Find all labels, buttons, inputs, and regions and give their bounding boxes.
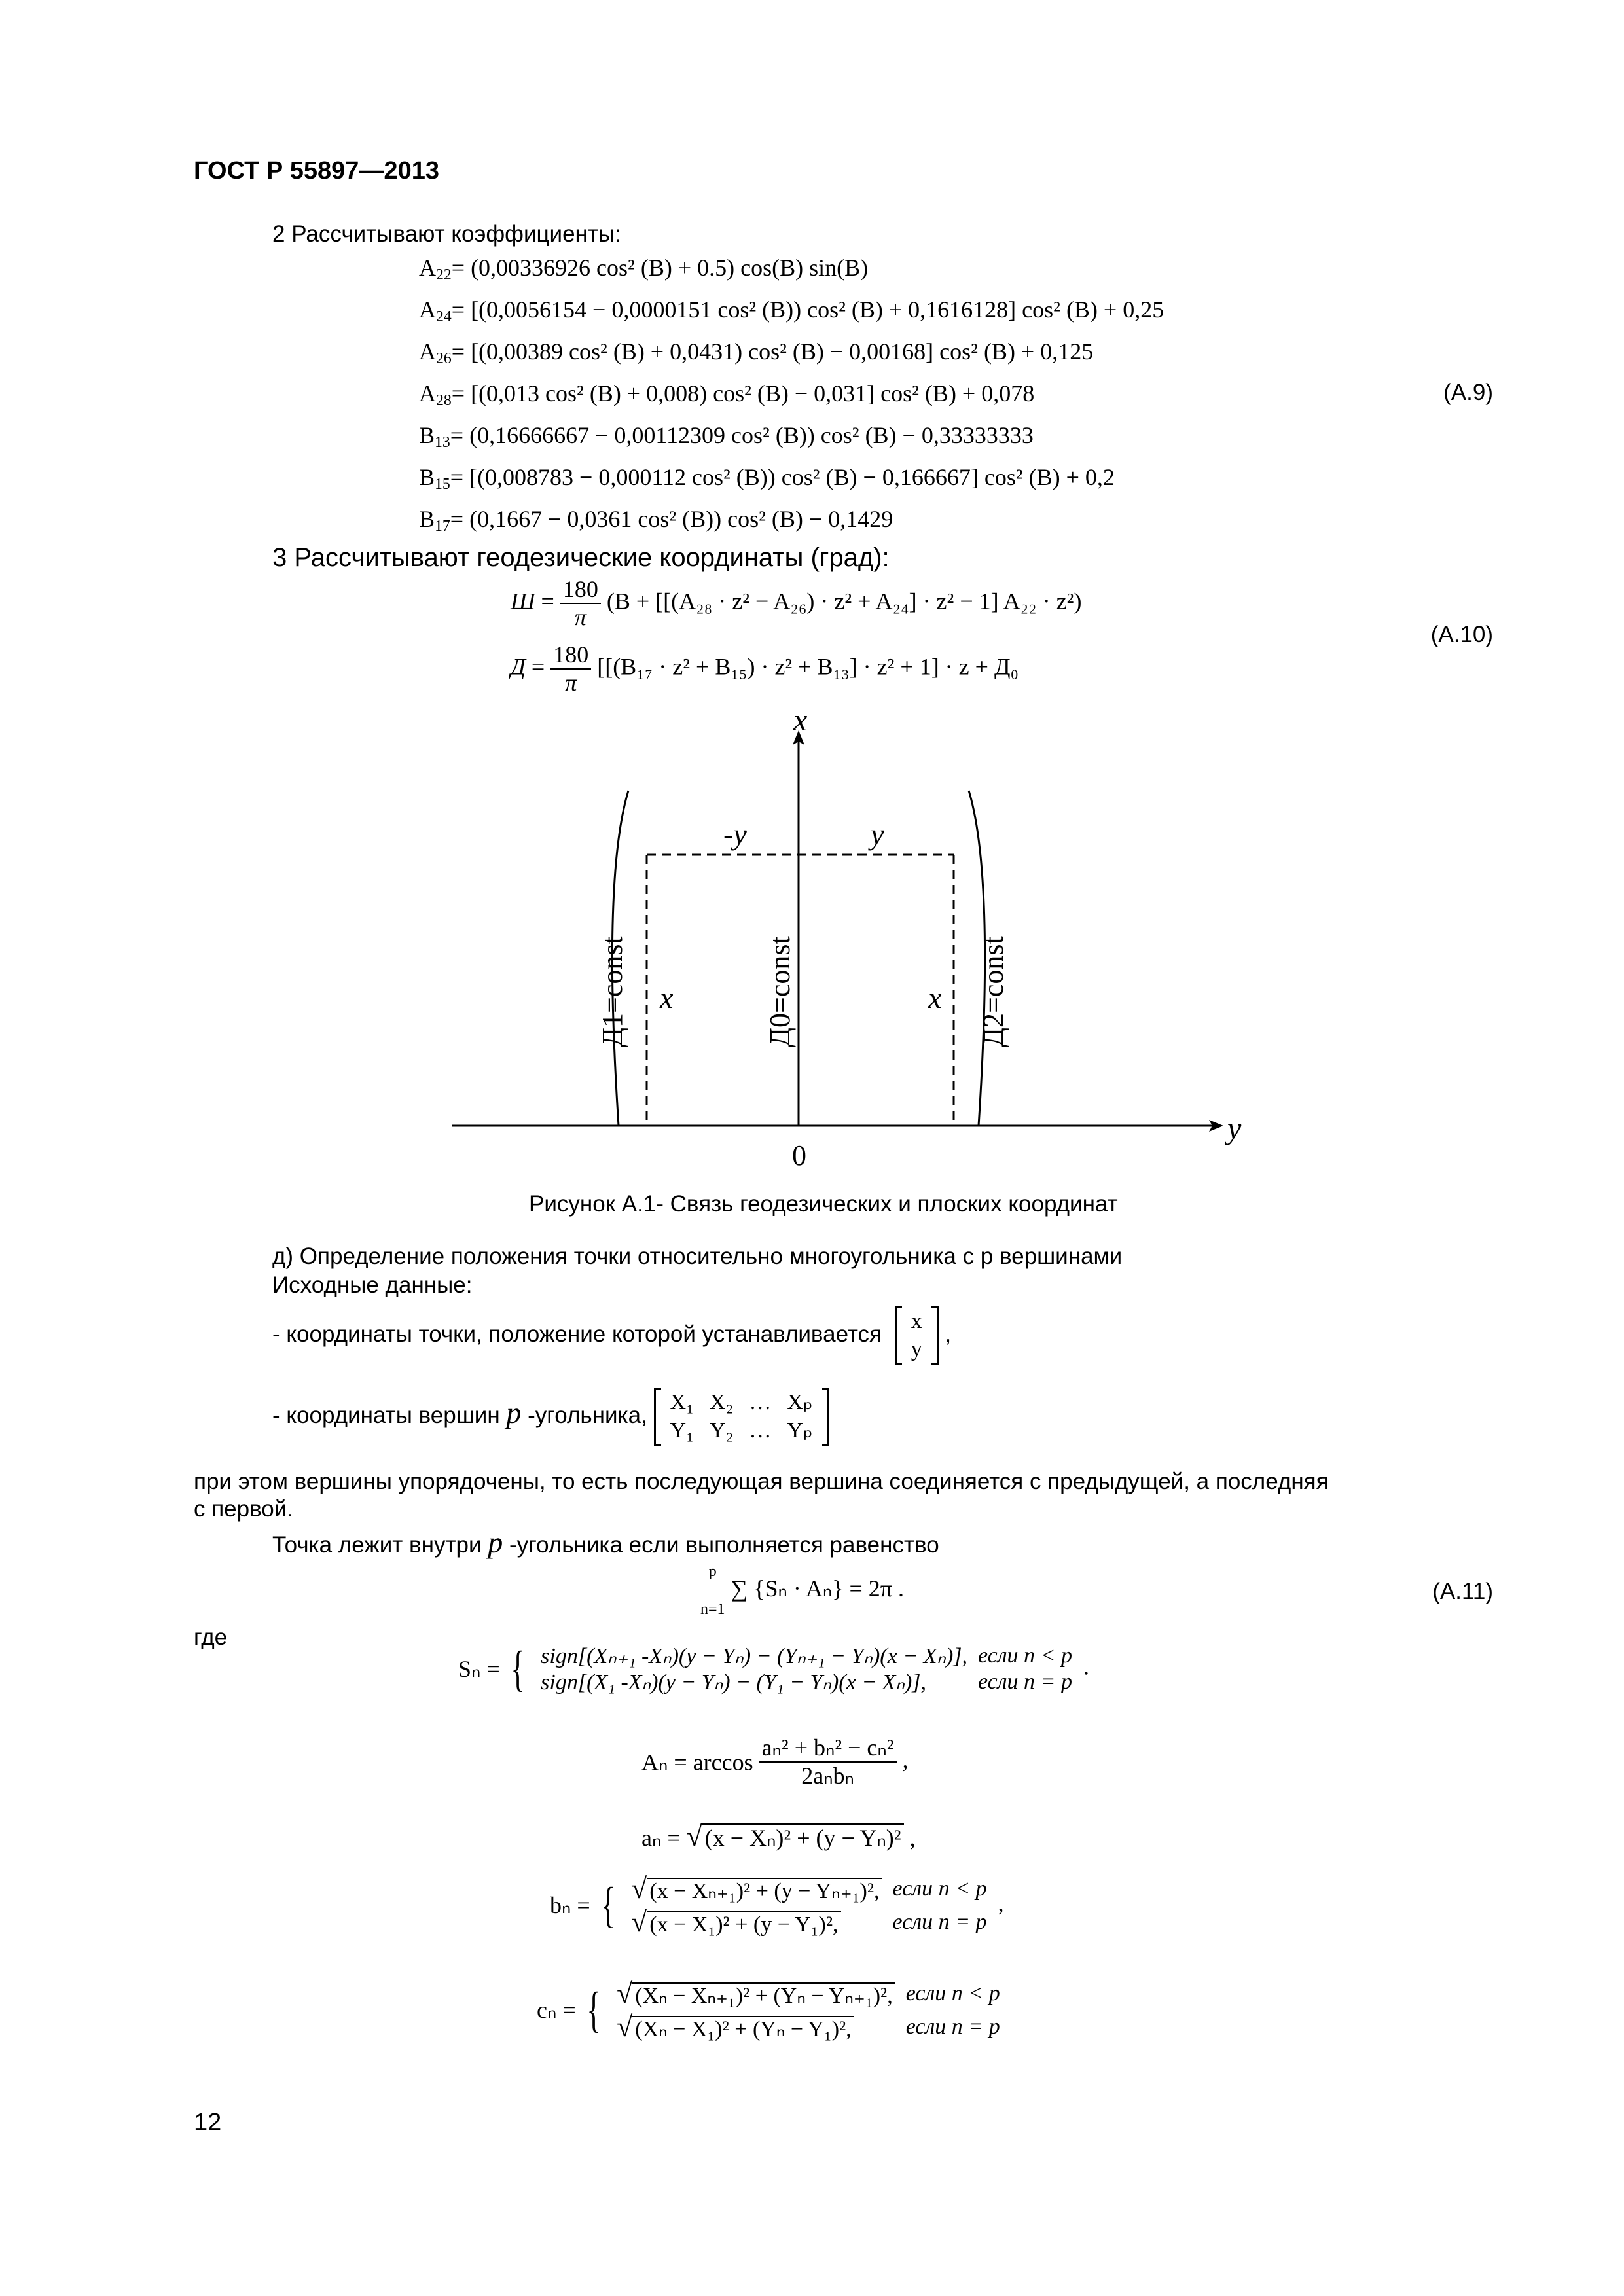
- point-coordinates-line: - координаты точки, положение которой устанавливается x y ,: [272, 1306, 951, 1365]
- equation-b17-body: (0,1667 − 0,0361 cos² (B)) cos² (B) − 0,1429: [469, 506, 893, 532]
- bn-brace: {: [600, 1878, 615, 1933]
- equation-number-a9: (A.9): [1443, 380, 1493, 405]
- axis-y-label: y: [1227, 1111, 1242, 1146]
- order-text-line2: с первой.: [194, 1496, 294, 1522]
- matrix-cell: X₂: [709, 1390, 734, 1414]
- section-d-line2: Исходные данные:: [272, 1272, 473, 1298]
- sn-brace: {: [510, 1641, 525, 1696]
- sh-label: Ш: [511, 588, 535, 615]
- an-angle-den: 2aₙbₙ: [801, 1763, 854, 1789]
- vertex-p-symbol: p: [506, 1395, 522, 1429]
- sqrt-icon: √: [631, 1906, 647, 1938]
- document-header: ГОСТ Р 55897—2013: [194, 157, 439, 185]
- neg-y-label: -y: [723, 817, 747, 851]
- c-n-label: cₙ =: [537, 1997, 576, 2023]
- sum-body: ∑ {Sₙ · Aₙ} = 2π .: [731, 1575, 904, 1602]
- sn-case2-cond: если n = p: [978, 1670, 1073, 1694]
- sh-frac-num: 180: [560, 576, 601, 604]
- equation-a22: $A_{22}= (0,00336926$ cos² (B) + 0.5) cos(B) sin(B): [419, 255, 869, 283]
- x-left-label: x: [660, 981, 674, 1014]
- equation-b13-body: (0,16666667 − 0,00112309 cos² (B)) cos² (B) − 0,33333333: [469, 422, 1034, 448]
- equation-a-n: aₙ = √ (x − Xₙ)² + (y − Yₙ)² ,: [641, 1820, 916, 1852]
- equation-a26-body: [(0,00389 cos² (B) + 0,0431) cos² (B) − 0,00168] cos² (B) + 0,125: [471, 338, 1094, 365]
- equation-b-n: bₙ = { √ (x − Xₙ₊₁)² + (y − Yₙ₊₁)², если n < p √ (x − X₁)² + (y − Y₁)², если n = p ,: [550, 1873, 1004, 1938]
- cn-case2-cond: если n = p: [905, 2014, 1000, 2039]
- matrix-cell: …: [749, 1390, 772, 1414]
- bn-case2: (x − X₁)² + (y − Y₁)²,: [647, 1911, 840, 1937]
- equation-b15: $B_{15}= [(0,008783 - 0,000112$ cos² (B)) cos² (B) − 0,166667] cos² (B) + 0,2: [419, 464, 1115, 493]
- equation-a28: $A_{28}= [(0,013$ cos² (B) + 0,008) cos² (B) − 0,031] cos² (B) + 0,078: [419, 380, 1035, 409]
- d-frac-num: 180: [550, 641, 591, 670]
- point-vector: [895, 1306, 939, 1365]
- bn-case2-cond: если n = p: [892, 1909, 987, 1934]
- d-frac-den: π: [565, 670, 577, 696]
- point-vector-y: y: [911, 1336, 922, 1361]
- point-vector-x: x: [911, 1309, 922, 1333]
- figure-geodetic-plane-coordinates: [445, 707, 1257, 1178]
- sn-case1-cond: если n < p: [978, 1643, 1073, 1668]
- sqrt-icon: √: [631, 1873, 647, 1905]
- an-angle-fraction: [759, 1734, 897, 1790]
- inside-text-b: -угольника если выполняется равенство: [509, 1532, 939, 1558]
- where-label: где: [194, 1624, 228, 1650]
- vertex-matrix: [654, 1388, 829, 1446]
- matrix-cell: Xₚ: [787, 1390, 813, 1414]
- origin-label: 0: [792, 1139, 806, 1172]
- equation-a24-body: [(0,0056154 − 0,0000151 cos² (B)) cos² (B) + 0,1616128] cos² (B) + 0,25: [471, 296, 1164, 323]
- sh-body: (B + [[(A₂₈ · z² − A₂₆) · z² + A₂₄] · z² − 1] A₂₂ · z²): [606, 588, 1082, 615]
- vertex-coordinates-text-b: -угольника,: [528, 1402, 647, 1428]
- equation-d: Д = $\frac{180}{\pi}$ [[(B₁₇ · z² + B₁₅) · z² + B₁₃] · z² + 1] · z + Д₀: [511, 641, 1019, 696]
- cn-case1-cond: если n < p: [905, 1981, 1000, 2005]
- matrix-cell: Y₂: [709, 1418, 734, 1443]
- vertex-coordinates-text-a: - координаты вершин: [272, 1402, 500, 1428]
- equation-an-angle: Aₙ = arccos $\frac{\text{aₙ² + bₙ² − cₙ²}}{\text{2aₙbₙ}}$ ,: [641, 1734, 909, 1789]
- order-text-line1: при этом вершины упорядочены, то есть последующая вершина соединяется с предыдущей, а последняя: [194, 1469, 1329, 1494]
- pos-y-label: y: [871, 817, 884, 851]
- sqrt-icon: √: [617, 1977, 633, 2009]
- d1-const-label: Д1=const: [596, 936, 628, 1047]
- sum-equation: [700, 1563, 904, 1619]
- cn-brace: {: [586, 1982, 601, 2037]
- matrix-cell: Y₁: [670, 1418, 694, 1443]
- equation-a22-body: (0,00336926 cos² (B) + 0.5) cos(B) sin(B): [471, 255, 869, 281]
- a-n-body: (x − Xₙ)² + (y − Yₙ)²: [702, 1823, 904, 1851]
- a-n-label: aₙ =: [641, 1825, 681, 1851]
- sum-limits: [700, 1563, 725, 1619]
- sn-case1: sign[(Xₙ₊₁ -Xₙ)(y − Yₙ) − (Yₙ₊₁ − Yₙ)(x − Xₙ)],: [541, 1644, 967, 1668]
- section-d-line1: д) Определение положения точки относительно многоугольника с p вершинами: [272, 1244, 1123, 1269]
- d-fraction: [550, 641, 591, 697]
- sn-label: Sₙ =: [458, 1656, 500, 1682]
- page-number: 12: [194, 2109, 222, 2136]
- sum-top-limit: p: [708, 1563, 717, 1580]
- point-coordinates-text: - координаты точки, положение которой устанавливается: [272, 1321, 882, 1347]
- sum-bottom-limit: n=1: [700, 1600, 725, 1618]
- d0-const-label: Д0=const: [764, 936, 796, 1047]
- section3-heading: 3 Рассчитывают геодезические координаты (град):: [272, 543, 890, 572]
- inside-text-a: Точка лежит внутри: [272, 1532, 482, 1558]
- section2-heading: 2 Рассчитывают коэффициенты:: [272, 221, 621, 247]
- equation-b17: $B_{17}= (0,1667 - 0,0361$ cos² (B)) cos² (B) − 0,1429: [419, 506, 893, 535]
- inside-p-symbol: p: [488, 1526, 503, 1559]
- bn-case1: (x − Xₙ₊₁)² + (y − Yₙ₊₁)²,: [647, 1878, 882, 1903]
- sh-frac-den: π: [574, 604, 586, 631]
- cn-case2: (Xₙ − X₁)² + (Yₙ − Y₁)²,: [632, 2016, 854, 2041]
- figure-caption: Рисунок А.1- Связь геодезических и плоских координат: [529, 1191, 1118, 1217]
- sqrt-icon: √: [686, 1820, 702, 1852]
- axis-x-label: x: [793, 707, 808, 738]
- equation-a24: $A_{24}= [(0,0056154 - 0,0000151$ cos² (B)) cos² (B) + 0,1616128] cos² (B) + 0,25: [419, 296, 1164, 325]
- x-right-label: x: [928, 981, 942, 1014]
- sqrt-icon: √: [617, 2011, 633, 2043]
- matrix-cell: X₁: [670, 1390, 694, 1414]
- b-n-label: bₙ =: [550, 1892, 590, 1918]
- equation-sn: Sₙ = { sign[(Xₙ₊₁ -Xₙ)(y − Yₙ) − (Yₙ₊₁ − Yₙ)(x − Xₙ)], если n < p sign[(X₁ -Xₙ)(y − Yₙ) − (Y₁ − Yₙ)(x − Xₙ)], если n = p .: [458, 1641, 1090, 1696]
- sh-fraction: [560, 576, 601, 632]
- equation-sh: Ш = $\frac{180}{\pi}$ (B + [[(A₂₈ · z² − A₂₆) · z² + A₂₄] · z² − 1] A₂₂ · z²): [511, 576, 1082, 631]
- equation-a28-body: [(0,013 cos² (B) + 0,008) cos² (B) − 0,031] cos² (B) + 0,078: [471, 380, 1035, 406]
- matrix-cell: …: [749, 1418, 772, 1443]
- an-angle-num: aₙ² + bₙ² − cₙ²: [759, 1734, 897, 1763]
- equation-b15-body: [(0,008783 − 0,000112 cos² (B)) cos² (B) − 0,166667] cos² (B) + 0,2: [469, 464, 1115, 490]
- matrix-cell: Yₚ: [787, 1418, 813, 1443]
- d-label: Д: [511, 653, 526, 680]
- equation-b13: $B_{13}= (0,16666667 - 0,00112309$ cos² (B)) cos² (B) − 0,33333333: [419, 422, 1034, 451]
- equation-number-a11: (A.11): [1432, 1579, 1493, 1604]
- bn-case1-cond: если n < p: [892, 1876, 987, 1901]
- equation-c-n: [537, 1977, 1005, 2043]
- cn-case1: (Xₙ − Xₙ₊₁)² + (Yₙ − Yₙ₊₁)²,: [632, 1982, 895, 2008]
- d2-const-label: Д2=const: [977, 936, 1009, 1047]
- d-body: [[(B₁₇ · z² + B₁₅) · z² + B₁₃] · z² + 1] · z + Д₀: [597, 653, 1019, 680]
- equation-number-a10: (A.10): [1430, 622, 1493, 647]
- vertex-coordinates-line: [272, 1388, 829, 1446]
- inside-condition-line: [272, 1525, 939, 1560]
- sn-case2: sign[(X₁ -Xₙ)(y − Yₙ) − (Y₁ − Yₙ)(x − Xₙ)],: [541, 1670, 927, 1695]
- equation-a26: $A_{26}= [(0,00389$ cos² (B) + 0,0431) cos² (B) − 0,00168] cos² (B) + 0,125: [419, 338, 1094, 367]
- an-angle-label: Aₙ = arccos: [641, 1749, 753, 1776]
